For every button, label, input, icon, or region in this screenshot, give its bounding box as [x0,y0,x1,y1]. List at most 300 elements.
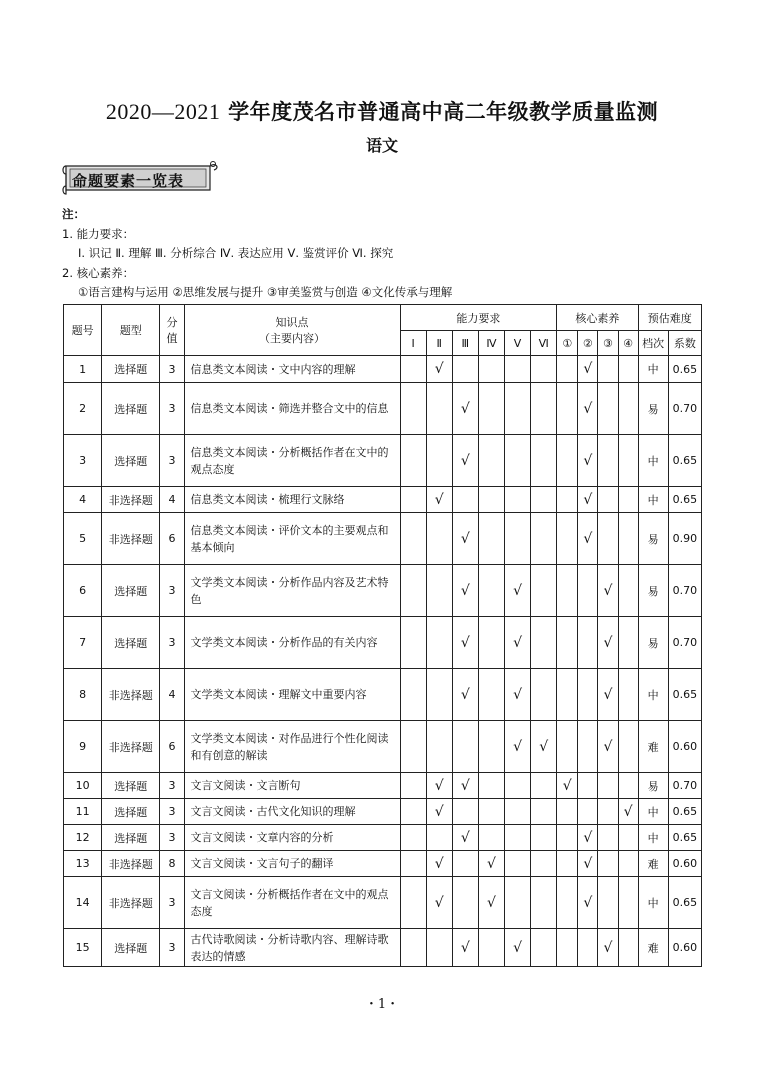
cell-ability-6 [531,513,557,565]
cell-type: 选择题 [102,617,160,669]
cell-num: 8 [64,669,102,721]
cell-core-2 [578,799,598,825]
cell-coef: 0.70 [668,617,701,669]
header-coef: 系数 [668,331,701,356]
cell-core-3 [598,877,618,929]
table-body [64,356,702,967]
cell-ability-6 [531,799,557,825]
cell-core-4 [618,383,638,435]
header-score-b: 值 [166,332,178,345]
cell-type: 选择题 [102,799,160,825]
check-mark-icon: √ [583,894,593,911]
cell-num: 3 [64,435,102,487]
header-a6: Ⅵ [531,331,557,356]
cell-coef: 0.60 [668,851,701,877]
cell-core-3 [598,383,618,435]
header-a1: Ⅰ [400,331,426,356]
cell-ability-1 [400,721,426,773]
cell-ability-2 [426,383,452,435]
cell-ability-5 [505,877,531,929]
header-c4: ④ [618,331,638,356]
cell-core-3 [598,851,618,877]
cell-level: 中 [638,435,668,487]
check-mark-icon: √ [603,582,613,599]
cell-ability-5 [505,825,531,851]
cell-core-3 [598,669,618,721]
header-c3: ③ [598,331,618,356]
check-mark-icon: √ [434,361,444,377]
cell-ability-1 [400,487,426,513]
cell-ability-4 [478,851,504,877]
cell-num: 14 [64,877,102,929]
cell-ability-1 [400,929,426,967]
literacy-items: ①语言建构与运用 ②思维发展与提升 ③审美鉴赏与创造 ④文化传承与理解 [78,285,453,299]
cell-ability-1 [400,851,426,877]
header-ability: 能力要求 [400,305,557,331]
cell-core-4 [618,356,638,383]
cell-level: 易 [638,565,668,617]
cell-type: 选择题 [102,435,160,487]
table-row [64,825,702,851]
cell-core-3 [598,435,618,487]
cell-core-4 [618,669,638,721]
cell-ability-4 [478,877,504,929]
cell-score: 3 [160,617,184,669]
cell-knowledge-point: 信息类文本阅读・评价文本的主要观点和基本倾向 [184,513,400,565]
cell-core-1 [557,929,578,967]
cell-level: 中 [638,799,668,825]
cell-core-1 [557,721,578,773]
check-mark-icon: √ [603,738,613,755]
cell-ability-4 [478,487,504,513]
check-mark-icon: √ [623,803,633,820]
check-mark-icon: √ [460,530,470,547]
ability-heading: 1. 能力要求： [62,226,135,241]
cell-core-2 [578,487,598,513]
cell-score: 3 [160,877,184,929]
header-score-a: 分 [166,316,178,329]
cell-ability-4 [478,565,504,617]
banner-label: 命题要素一览表 [72,172,185,190]
cell-type: 选择题 [102,565,160,617]
cell-level: 难 [638,851,668,877]
cell-num: 6 [64,565,102,617]
table-row [64,929,702,967]
check-mark-icon: √ [562,777,572,794]
header-a4: Ⅳ [478,331,504,356]
check-mark-icon: √ [603,634,613,651]
cell-level: 易 [638,773,668,799]
cell-num: 15 [64,929,102,967]
check-mark-icon: √ [583,491,593,508]
table-row [64,721,702,773]
cell-ability-5 [505,799,531,825]
cell-core-2 [578,617,598,669]
cell-knowledge-point: 文言文阅读・文言断句 [184,773,400,799]
cell-ability-6 [531,356,557,383]
check-mark-icon: √ [434,491,444,508]
cell-type: 选择题 [102,929,160,967]
cell-core-2 [578,825,598,851]
table-row [64,617,702,669]
cell-type: 非选择题 [102,487,160,513]
cell-ability-2 [426,773,452,799]
cell-ability-4 [478,929,504,967]
cell-core-1 [557,825,578,851]
cell-coef: 0.70 [668,773,701,799]
cell-ability-1 [400,565,426,617]
cell-core-4 [618,877,638,929]
cell-core-1 [557,513,578,565]
check-mark-icon: √ [513,738,523,755]
cell-core-3 [598,513,618,565]
cell-ability-1 [400,773,426,799]
notes-section [62,205,722,303]
cell-ability-6 [531,851,557,877]
cell-level: 中 [638,825,668,851]
cell-score: 3 [160,356,184,383]
table-row [64,356,702,383]
cell-ability-4 [478,721,504,773]
cell-ability-4 [478,669,504,721]
cell-ability-2 [426,617,452,669]
cell-ability-5 [505,487,531,513]
cell-ability-3 [452,877,478,929]
cell-core-1 [557,851,578,877]
cell-type: 选择题 [102,383,160,435]
cell-coef: 0.60 [668,721,701,773]
cell-level: 中 [638,356,668,383]
cell-core-4 [618,617,638,669]
cell-ability-3 [452,435,478,487]
header-a5: Ⅴ [505,331,531,356]
check-mark-icon: √ [460,829,470,846]
header-kp-b: （主要内容） [259,332,326,345]
cell-coef: 0.65 [668,877,701,929]
cell-ability-6 [531,721,557,773]
cell-coef: 0.70 [668,565,701,617]
cell-core-4 [618,565,638,617]
cell-score: 3 [160,435,184,487]
check-mark-icon: √ [583,400,593,417]
header-type: 题型 [102,305,160,356]
cell-knowledge-point: 文学类文本阅读・对作品进行个性化阅读和有创意的解读 [184,721,400,773]
cell-ability-2 [426,513,452,565]
cell-ability-1 [400,669,426,721]
cell-level: 中 [638,877,668,929]
cell-ability-1 [400,513,426,565]
cell-num: 12 [64,825,102,851]
cell-type: 选择题 [102,825,160,851]
table-row [64,565,702,617]
cell-ability-3 [452,356,478,383]
cell-core-3 [598,825,618,851]
cell-core-4 [618,929,638,967]
cell-ability-4 [478,435,504,487]
cell-core-1 [557,383,578,435]
cell-ability-6 [531,487,557,513]
check-mark-icon: √ [460,777,470,794]
cell-coef: 0.60 [668,929,701,967]
cell-core-1 [557,877,578,929]
check-mark-icon: √ [460,686,470,703]
check-mark-icon: √ [513,634,523,651]
header-core: 核心素养 [557,305,638,331]
cell-ability-6 [531,383,557,435]
cell-core-2 [578,929,598,967]
cell-knowledge-point: 信息类文本阅读・分析概括作者在文中的观点态度 [184,435,400,487]
cell-core-2 [578,773,598,799]
title-year: 2020—2021 [105,99,221,124]
cell-score: 3 [160,799,184,825]
cell-coef: 0.65 [668,669,701,721]
cell-ability-6 [531,565,557,617]
table-row [64,851,702,877]
check-mark-icon: √ [583,361,593,377]
cell-level: 中 [638,669,668,721]
check-mark-icon: √ [486,894,496,911]
table-row [64,877,702,929]
cell-level: 难 [638,929,668,967]
cell-ability-2 [426,929,452,967]
cell-ability-5 [505,773,531,799]
cell-core-4 [618,773,638,799]
cell-coef: 0.65 [668,799,701,825]
header-level: 档次 [638,331,668,356]
cell-num: 5 [64,513,102,565]
check-mark-icon: √ [583,829,593,846]
check-mark-icon: √ [460,939,470,956]
cell-core-2 [578,356,598,383]
cell-ability-4 [478,356,504,383]
ability-items: Ⅰ. 识记 Ⅱ. 理解 Ⅲ. 分析综合 Ⅳ. 表达应用 Ⅴ. 鉴赏评价 Ⅵ. 探究 [78,246,394,260]
cell-knowledge-point: 文言文阅读・文章内容的分析 [184,825,400,851]
cell-core-2 [578,851,598,877]
cell-num: 4 [64,487,102,513]
check-mark-icon: √ [583,855,593,872]
cell-core-3 [598,929,618,967]
cell-ability-3 [452,487,478,513]
check-mark-icon: √ [513,939,523,956]
cell-ability-3 [452,773,478,799]
cell-coef: 0.65 [668,356,701,383]
cell-ability-3 [452,669,478,721]
cell-ability-6 [531,929,557,967]
cell-core-4 [618,851,638,877]
cell-coef: 0.65 [668,825,701,851]
table-row [64,513,702,565]
cell-level: 易 [638,383,668,435]
cell-ability-3 [452,565,478,617]
table-row [64,773,702,799]
cell-ability-5 [505,513,531,565]
cell-core-3 [598,799,618,825]
check-mark-icon: √ [486,855,496,872]
cell-core-3 [598,721,618,773]
header-a3: Ⅲ [452,331,478,356]
cell-ability-2 [426,435,452,487]
cell-knowledge-point: 文学类文本阅读・分析作品内容及艺术特色 [184,565,400,617]
cell-level: 中 [638,487,668,513]
cell-knowledge-point: 信息类文本阅读・筛选并整合文中的信息 [184,383,400,435]
table-row [64,487,702,513]
cell-num: 7 [64,617,102,669]
cell-num: 11 [64,799,102,825]
check-mark-icon: √ [460,582,470,599]
table-row [64,669,702,721]
cell-ability-2 [426,487,452,513]
cell-ability-5 [505,617,531,669]
cell-core-1 [557,799,578,825]
cell-type: 非选择题 [102,721,160,773]
header-c2: ② [578,331,598,356]
cell-ability-3 [452,799,478,825]
cell-ability-2 [426,799,452,825]
cell-ability-5 [505,383,531,435]
cell-core-2 [578,383,598,435]
check-mark-icon: √ [434,855,444,872]
cell-type: 选择题 [102,356,160,383]
cell-ability-5 [505,929,531,967]
cell-ability-2 [426,877,452,929]
cell-score: 8 [160,851,184,877]
cell-coef: 0.65 [668,487,701,513]
cell-core-3 [598,356,618,383]
cell-ability-1 [400,383,426,435]
cell-ability-2 [426,565,452,617]
cell-ability-6 [531,825,557,851]
cell-num: 2 [64,383,102,435]
cell-knowledge-point: 古代诗歌阅读・分析诗歌内容、理解诗歌表达的情感 [184,929,400,967]
cell-ability-6 [531,773,557,799]
header-num: 题号 [64,305,102,356]
cell-core-3 [598,773,618,799]
cell-ability-1 [400,617,426,669]
cell-knowledge-point: 信息类文本阅读・文中内容的理解 [184,356,400,383]
cell-coef: 0.90 [668,513,701,565]
cell-ability-2 [426,851,452,877]
cell-knowledge-point: 信息类文本阅读・梳理行文脉络 [184,487,400,513]
cell-core-2 [578,513,598,565]
cell-core-4 [618,721,638,773]
cell-core-1 [557,487,578,513]
cell-score: 3 [160,929,184,967]
cell-num: 10 [64,773,102,799]
cell-num: 1 [64,356,102,383]
literacy-heading: 2. 核心素养： [62,265,135,280]
check-mark-icon: √ [583,452,593,469]
cell-core-4 [618,513,638,565]
check-mark-icon: √ [434,803,444,820]
check-mark-icon: √ [513,582,523,599]
check-mark-icon: √ [583,530,593,547]
cell-ability-3 [452,721,478,773]
cell-core-2 [578,435,598,487]
header-c1: ① [557,331,578,356]
cell-core-2 [578,877,598,929]
cell-core-4 [618,799,638,825]
table-row [64,383,702,435]
cell-num: 13 [64,851,102,877]
cell-core-1 [557,669,578,721]
cell-score: 4 [160,487,184,513]
cell-ability-1 [400,877,426,929]
header-a2: Ⅱ [426,331,452,356]
check-mark-icon: √ [460,452,470,469]
cell-core-3 [598,487,618,513]
cell-core-2 [578,721,598,773]
check-mark-icon: √ [539,738,549,755]
cell-ability-5 [505,565,531,617]
cell-core-2 [578,565,598,617]
cell-level: 易 [638,513,668,565]
cell-knowledge-point: 文学类文本阅读・分析作品的有关内容 [184,617,400,669]
cell-num: 9 [64,721,102,773]
cell-coef: 0.70 [668,383,701,435]
cell-ability-1 [400,356,426,383]
cell-ability-2 [426,356,452,383]
cell-ability-6 [531,617,557,669]
cell-score: 3 [160,825,184,851]
cell-ability-3 [452,513,478,565]
cell-ability-1 [400,435,426,487]
page-number: ・1・ [364,997,400,1012]
cell-ability-4 [478,773,504,799]
page-title [0,96,764,126]
cell-core-3 [598,617,618,669]
cell-core-4 [618,487,638,513]
cell-ability-6 [531,669,557,721]
cell-core-1 [557,565,578,617]
cell-ability-3 [452,383,478,435]
cell-core-4 [618,435,638,487]
cell-ability-3 [452,929,478,967]
cell-score: 6 [160,513,184,565]
cell-core-1 [557,356,578,383]
header-score [160,305,184,356]
table-row [64,435,702,487]
cell-score: 3 [160,773,184,799]
cell-type: 非选择题 [102,513,160,565]
check-mark-icon: √ [434,894,444,911]
cell-ability-5 [505,721,531,773]
cell-knowledge-point: 文言文阅读・分析概括作者在文中的观点态度 [184,877,400,929]
cell-type: 选择题 [102,773,160,799]
cell-score: 4 [160,669,184,721]
header-difficulty: 预估难度 [638,305,701,331]
cell-ability-2 [426,721,452,773]
cell-core-1 [557,617,578,669]
cell-ability-5 [505,435,531,487]
subject-title: 语文 [365,136,398,155]
cell-knowledge-point: 文学类文本阅读・理解文中重要内容 [184,669,400,721]
cell-ability-3 [452,617,478,669]
cell-score: 3 [160,383,184,435]
cell-ability-3 [452,851,478,877]
check-mark-icon: √ [603,939,613,956]
title-text: 学年度茂名市普通高中高二年级教学质量监测 [228,100,659,124]
cell-ability-6 [531,435,557,487]
cell-ability-2 [426,825,452,851]
cell-ability-6 [531,877,557,929]
cell-score: 3 [160,565,184,617]
exam-element-table [63,304,702,967]
cell-ability-5 [505,356,531,383]
check-mark-icon: √ [460,400,470,417]
cell-knowledge-point: 文言文阅读・文言句子的翻译 [184,851,400,877]
cell-ability-4 [478,383,504,435]
check-mark-icon: √ [513,686,523,703]
